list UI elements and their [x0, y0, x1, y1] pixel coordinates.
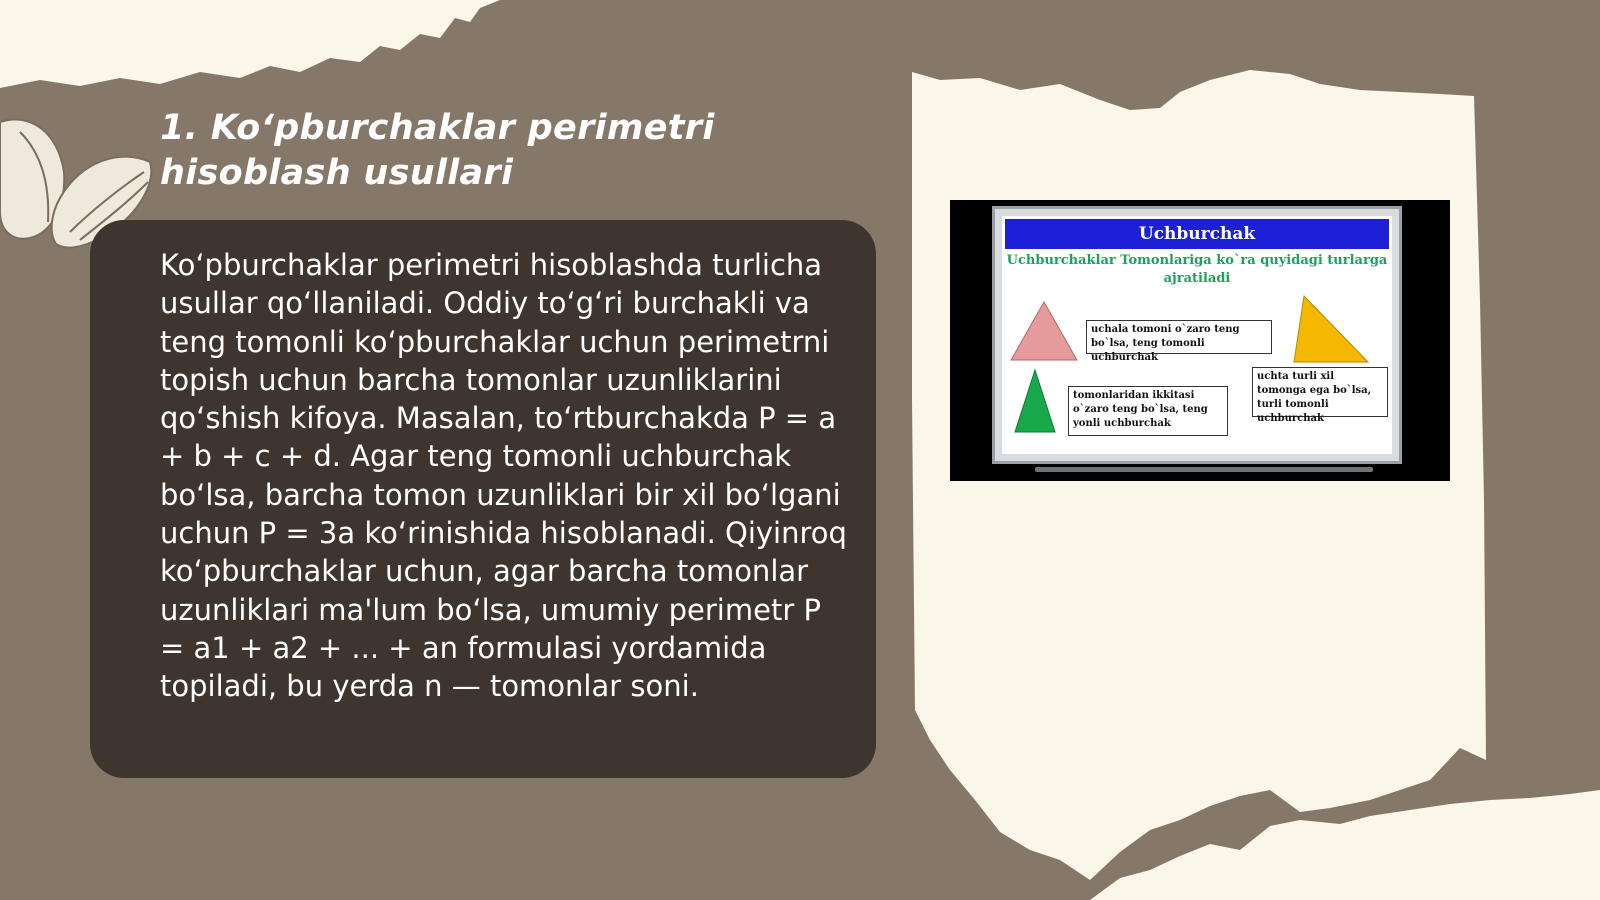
- whiteboard-image: [950, 200, 1450, 481]
- marker-tray: [1035, 467, 1373, 472]
- equilateral-triangle-icon: [1009, 300, 1079, 362]
- label-isosceles: tomonlaridan ikkitasi o`zaro teng bo`lsa, teng yonli uchburchak: [1068, 386, 1228, 436]
- slide-body: Ko‘pburchaklar perimetri hisoblashda turlicha usullar qo‘llaniladi. Oddiy to‘g‘ri burchakli va teng tomonli ko‘pburchaklar uchun perimetrni topish uchun barcha tomonlar uzunliklarini qo‘shish kifoya. Masalan, to‘rtburchakda P = a + b + c + d. Agar teng tomonli uchburchak bo‘lsa, barcha tomon uzunliklari bir xil bo‘lgani uchun P = 3a ko‘rinishida hisoblanadi. Qiyinroq ko‘pburchaklar uchun, agar barcha tomonlar uzunliklari ma'lum bo‘lsa, umumiy perimetr P = a1 + a2 + ... + an formulasi yordamida topiladi, bu yerda n — tomonlar soni.: [160, 248, 847, 704]
- isosceles-triangle-icon: [1013, 368, 1057, 434]
- label-scalene: uchta turli xil tomonga ega bo`lsa, turli tomonli uchburchak: [1252, 367, 1388, 417]
- whiteboard-surface: [1002, 216, 1392, 454]
- label-equilateral: uchala tomoni o`zaro teng bo`lsa, teng tomonli uchburchak: [1086, 320, 1272, 354]
- board-subtitle: Uchburchaklar Tomonlariga ko`ra quyidagi turlarga ajratiladi: [1006, 253, 1388, 286]
- board-title: Uchburchak: [1005, 219, 1389, 249]
- scalene-triangle-icon: [1292, 294, 1370, 364]
- whiteboard-frame: [992, 206, 1402, 464]
- slide-title: 1. Ko‘pburchaklar perimetri hisoblash usullari: [160, 108, 715, 193]
